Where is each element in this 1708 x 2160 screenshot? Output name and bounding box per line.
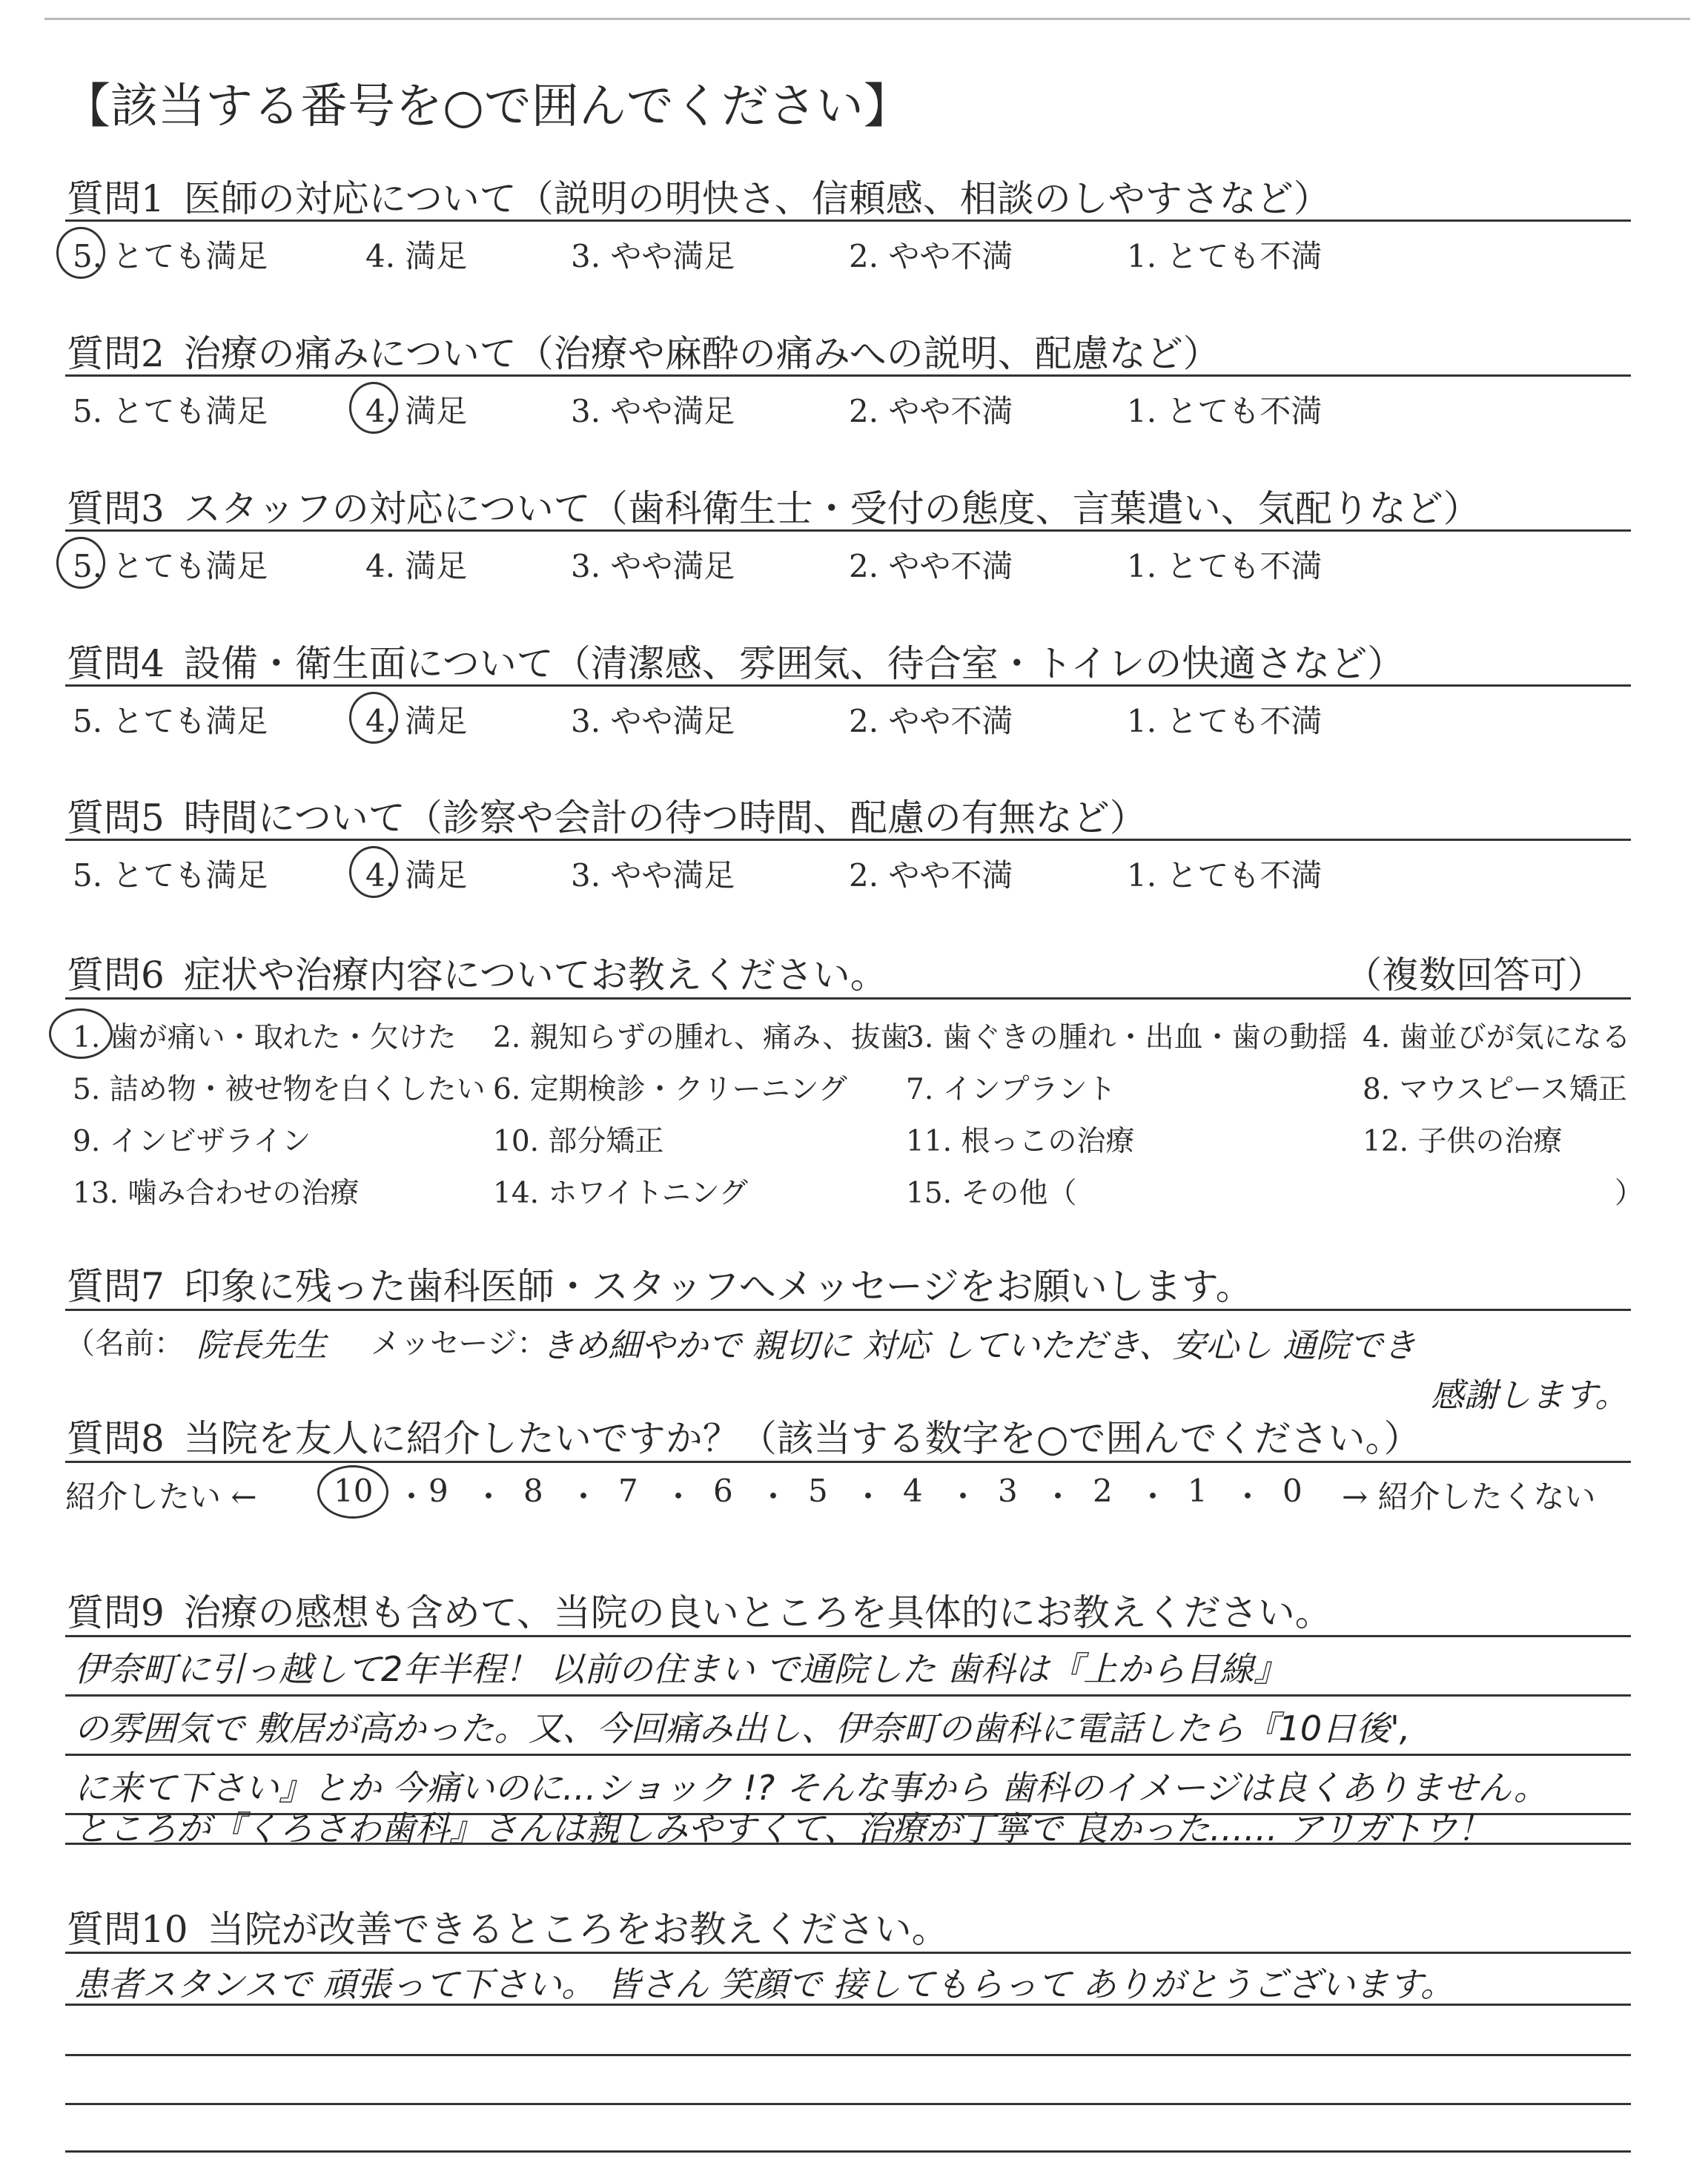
q8-right-label: → 紹介したくない xyxy=(1342,1479,1596,1515)
q8-scale-separator: ・ xyxy=(663,1479,695,1515)
q3-rule xyxy=(65,529,1631,532)
q9-write-line xyxy=(65,1694,1631,1697)
q4-option-1[interactable]: 1. とても不満 xyxy=(1127,703,1323,739)
q6-number: 質問6 xyxy=(67,954,165,997)
q8-text: 当院を友人に紹介したいですか？（該当する数字を○で囲んでください。） xyxy=(183,1417,1421,1460)
q9-title xyxy=(67,1583,1332,1636)
q5-option-5[interactable]: 5. とても満足 xyxy=(73,857,268,894)
q5-selection-circle xyxy=(349,846,398,898)
q8-scale-separator: ・ xyxy=(758,1479,790,1515)
q2-option-1[interactable]: 1. とても不満 xyxy=(1127,393,1323,429)
q4-title xyxy=(67,634,1404,687)
q8-scale-6[interactable]: 6 xyxy=(713,1473,733,1509)
q4-option-4[interactable]: 4. 満足 xyxy=(365,703,468,739)
q10-text: 当院が改善できるところをお教えください。 xyxy=(207,1908,949,1951)
q8-scale-separator: ・ xyxy=(1137,1479,1169,1515)
q2-option-4[interactable]: 4. 満足 xyxy=(365,393,468,429)
q5-option-3[interactable]: 3. やや満足 xyxy=(571,857,735,894)
q7-rule xyxy=(65,1309,1631,1311)
q3-option-3[interactable]: 3. やや満足 xyxy=(571,548,735,584)
q6-other-close-paren: ） xyxy=(1615,1177,1644,1210)
q9-answer-line: ところが『くろさわ歯科』さんは親しみやすくて、治療が丁寧で 良かった…… アリガトウ！ xyxy=(74,1809,1492,1849)
q6-multiple-note: （複数回答可） xyxy=(1345,954,1604,997)
q8-scale-5[interactable]: 5 xyxy=(808,1473,828,1509)
q3-option-5[interactable]: 5. とても満足 xyxy=(73,548,268,584)
q10-rule xyxy=(65,1952,1631,1954)
q3-option-4[interactable]: 4. 満足 xyxy=(365,548,468,584)
q1-option-1[interactable]: 1. とても不満 xyxy=(1127,238,1323,274)
q6-option-7[interactable]: 7. インプラント xyxy=(906,1073,1116,1106)
q8-scale-10[interactable]: 10 xyxy=(334,1473,374,1509)
q6-option-11[interactable]: 11. 根っこの治療 xyxy=(906,1125,1135,1158)
q8-scale-4[interactable]: 4 xyxy=(903,1473,923,1509)
q10-title xyxy=(67,1900,949,1953)
q6-option-6[interactable]: 6. 定期検診・クリーニング xyxy=(493,1073,847,1106)
top-border xyxy=(44,18,1690,20)
q1-selection-circle xyxy=(56,227,105,279)
q6-option-3[interactable]: 3. 歯ぐきの腫れ・出血・歯の動揺 xyxy=(906,1021,1348,1054)
q10-write-line xyxy=(65,2150,1631,2153)
q8-rule xyxy=(65,1461,1631,1463)
q7-message-line2: 感謝します。 xyxy=(1431,1375,1629,1415)
q8-scale-0[interactable]: 0 xyxy=(1282,1473,1302,1509)
q6-option-13[interactable]: 13. 噛み合わせの治療 xyxy=(73,1177,360,1210)
q6-option-14[interactable]: 14. ホワイトニング xyxy=(493,1177,748,1210)
q9-answer-line: の雰囲気で 敷居が高かった。又、今回痛み出し、伊奈町の歯科に電話したら『10日後', xyxy=(74,1708,1411,1748)
q5-text: 時間について（診察や会計の待つ時間、配慮の有無など） xyxy=(183,796,1147,839)
q6-option-2[interactable]: 2. 親知らずの腫れ、痛み、抜歯 xyxy=(493,1021,910,1054)
q6-title xyxy=(67,945,887,999)
q8-title xyxy=(67,1409,1420,1462)
q2-selection-circle xyxy=(349,382,398,434)
q2-option-3[interactable]: 3. やや満足 xyxy=(571,393,735,429)
q7-name-label: （名前： xyxy=(65,1327,184,1361)
q6-option-15[interactable]: 15. その他（ xyxy=(906,1177,1077,1210)
q6-option-9[interactable]: 9. インビザライン xyxy=(73,1125,311,1158)
q1-number: 質問1 xyxy=(67,177,165,220)
q4-option-3[interactable]: 3. やや満足 xyxy=(571,703,735,739)
q6-option-8[interactable]: 8. マウスピース矯正 xyxy=(1363,1073,1627,1106)
q3-text: スタッフの対応について（歯科衛生士・受付の態度、言葉遣い、気配りなど） xyxy=(183,487,1480,530)
q2-number: 質問2 xyxy=(67,332,165,375)
q5-option-4[interactable]: 4. 満足 xyxy=(365,857,468,894)
q3-selection-circle xyxy=(56,537,105,589)
q4-text: 設備・衛生面について（清潔感、雰囲気、待合室・トイレの快適さなど） xyxy=(183,642,1405,685)
q10-answer-line: 患者スタンスで 頑張って下さい。 皆さん 笑顔で 接してもらって ありがとうございます。 xyxy=(74,1964,1455,2004)
q7-message-line1: きめ細やかで 親切に 対応 していただき、安心し 通院でき xyxy=(541,1326,1417,1365)
q5-number: 質問5 xyxy=(67,796,165,839)
q10-write-line xyxy=(65,2054,1631,2056)
q3-option-1[interactable]: 1. とても不満 xyxy=(1127,548,1323,584)
q5-rule xyxy=(65,839,1631,841)
q8-scale-separator: ・ xyxy=(1232,1479,1264,1515)
q7-text: 印象に残った歯科医師・スタッフへメッセージをお願いします。 xyxy=(183,1265,1253,1308)
q6-option-1[interactable]: 1. 歯が痛い・取れた・欠けた xyxy=(73,1021,457,1054)
q8-scale-separator: ・ xyxy=(1042,1479,1074,1515)
q8-scale-separator: ・ xyxy=(947,1479,979,1515)
q8-scale-8[interactable]: 8 xyxy=(523,1473,543,1509)
q6-rule xyxy=(65,997,1631,1000)
q7-number: 質問7 xyxy=(67,1265,165,1308)
q8-number: 質問8 xyxy=(67,1417,165,1460)
q6-option-10[interactable]: 10. 部分矯正 xyxy=(493,1125,664,1158)
q3-option-2[interactable]: 2. やや不満 xyxy=(849,548,1013,584)
q4-selection-circle xyxy=(349,692,398,744)
q8-scale-separator: ・ xyxy=(853,1479,884,1515)
q8-scale-3[interactable]: 3 xyxy=(998,1473,1018,1509)
q9-answer-line: に来て下さい』とか 今痛いのに…ショック !? そんな事から 歯科のイメージは良くありません。 xyxy=(74,1768,1548,1808)
q8-scale-7[interactable]: 7 xyxy=(618,1473,638,1509)
q7-message-label: メッセージ： xyxy=(371,1327,547,1361)
form-instruction-title: 【該当する番号を○で囲んでください】 xyxy=(63,79,911,134)
q9-number: 質問9 xyxy=(67,1591,165,1634)
q8-scale-separator: ・ xyxy=(473,1479,505,1515)
q8-scale-separator: ・ xyxy=(396,1479,428,1515)
q2-option-2[interactable]: 2. やや不満 xyxy=(849,393,1013,429)
q9-text: 治療の感想も含めて、当院の良いところを具体的にお教えください。 xyxy=(183,1591,1332,1634)
q5-title xyxy=(67,788,1147,842)
q8-scale-9[interactable]: 9 xyxy=(428,1473,448,1509)
q2-text: 治療の痛みについて（治療や麻酔の痛みへの説明、配慮など） xyxy=(183,332,1220,375)
q2-rule xyxy=(65,374,1631,377)
q6-option-12[interactable]: 12. 子供の治療 xyxy=(1363,1125,1563,1158)
q8-scale-2[interactable]: 2 xyxy=(1093,1473,1113,1509)
q6-selection-circle xyxy=(49,1008,113,1059)
q3-number: 質問3 xyxy=(67,487,165,530)
q9-rule xyxy=(65,1635,1631,1637)
q1-text: 医師の対応について（説明の明快さ、信頼感、相談のしやすさなど） xyxy=(183,177,1331,220)
q1-option-4[interactable]: 4. 満足 xyxy=(365,238,468,274)
q1-title xyxy=(67,169,1331,222)
q5-option-2[interactable]: 2. やや不満 xyxy=(849,857,1013,894)
q8-left-label: 紹介したい ← xyxy=(65,1479,257,1515)
q9-write-line xyxy=(65,1754,1631,1756)
q6-option-4[interactable]: 4. 歯並びが気になる xyxy=(1363,1021,1631,1054)
q9-answer-line: 伊奈町に引っ越して2年半程！ 以前の住まい で通院した 歯科は『上から目線』 xyxy=(74,1649,1288,1689)
q10-number: 質問10 xyxy=(67,1908,188,1951)
q4-rule xyxy=(65,684,1631,687)
q6-text: 症状や治療内容についてお教えください。 xyxy=(183,954,887,997)
q8-selection-circle xyxy=(317,1465,388,1519)
q1-option-2[interactable]: 2. やや不満 xyxy=(849,238,1013,274)
q4-option-2[interactable]: 2. やや不満 xyxy=(849,703,1013,739)
q6-option-5[interactable]: 5. 詰め物・被せ物を白くしたい xyxy=(73,1073,486,1106)
q1-option-5[interactable]: 5. とても満足 xyxy=(73,238,268,274)
q3-title xyxy=(67,479,1480,532)
q10-write-line xyxy=(65,2103,1631,2105)
q8-scale-separator: ・ xyxy=(568,1479,600,1515)
q2-option-5[interactable]: 5. とても満足 xyxy=(73,393,268,429)
q5-option-1[interactable]: 1. とても不満 xyxy=(1127,857,1323,894)
q8-scale-1[interactable]: 1 xyxy=(1188,1473,1208,1509)
q1-option-3[interactable]: 3. やや満足 xyxy=(571,238,735,274)
q7-name-value: 院長先生 xyxy=(196,1327,327,1364)
q1-rule xyxy=(65,219,1631,222)
q4-number: 質問4 xyxy=(67,642,165,685)
q2-title xyxy=(67,324,1220,377)
q7-title xyxy=(67,1257,1253,1310)
q4-option-5[interactable]: 5. とても満足 xyxy=(73,703,268,739)
